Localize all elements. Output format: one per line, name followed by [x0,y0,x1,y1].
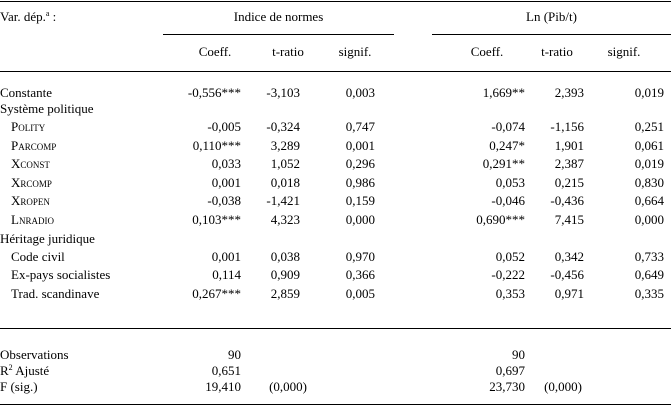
table-row-cell: -0,046 [491,193,525,208]
col-header-coeff-2: Coeff. [470,44,504,59]
table-row-cell: 0,733 [634,249,664,264]
table-row-cell: -0,324 [266,119,300,134]
col-header-coeff-1: Coeff. [198,44,232,59]
table-row-cell: -0,222 [491,267,525,282]
table-row-cell: 0,664 [634,193,664,208]
table-row-cell: 0,103*** [192,212,241,227]
group-header-gdp: Ln (Pib/t) [526,9,577,24]
table-row-cell: 0,061 [634,138,664,153]
footer-row-cell: 23,730 [489,379,525,394]
table-row-cell: 0,291** [482,156,525,171]
table-row-cell: 0,005 [345,286,375,301]
table-row-cell: 1,669** [482,85,525,100]
col-header-signif-2: signif. [607,44,641,59]
table-row-cell: -1,156 [550,119,584,134]
table-row-cell: 0,353 [495,286,525,301]
table-row-cell: 4,323 [270,212,300,227]
table-row-cell: 0,018 [270,175,300,190]
table-row-label: Polity [11,119,46,134]
footer-row-label: F (sig.) [0,379,38,394]
table-row-cell: 0,110*** [192,138,241,153]
header-bottom-rule [0,71,671,72]
table-row-label: Xconst [11,156,50,171]
table-row-cell: 2,859 [270,286,300,301]
footer-row-cell: 0,651 [211,363,241,378]
body-bottom-rule [0,328,671,329]
table-row-cell: 0,052 [495,249,525,264]
table-row-cell: 0,053 [495,175,525,190]
table-row-cell: 0,001 [211,249,241,264]
table-row-cell: 0,038 [270,249,300,264]
table-row-label: Code civil [11,249,65,264]
table-row-cell: 0,267*** [192,286,241,301]
table-row-label: Trad. scandinave [11,286,100,301]
table-row-label: Parcomp [11,138,57,153]
footer-row-label: $R^2$ Ajusté [0,363,50,378]
col-header-tratio-2: t-ratio [541,44,573,59]
table-row-cell: -0,038 [207,193,241,208]
table-row-cell: -0,005 [207,119,241,134]
table-row-cell: 0,971 [554,286,584,301]
table-row-cell: 0,215 [554,175,584,190]
table-row-cell: -3,103 [266,85,300,100]
table-row-cell: 0,001 [211,175,241,190]
table-row-cell: 0,000 [345,212,375,227]
table-row-cell: 3,289 [270,138,300,153]
table-row-cell: -1,421 [266,193,300,208]
table-row-cell: 0,296 [345,156,375,171]
table-row-label: Système politique [0,101,94,116]
table-row-label: Ex-pays socialistes [11,267,111,282]
table-row-cell: 0,747 [345,119,375,134]
table-row-cell: 0,342 [554,249,584,264]
table-row-label: Lnradio [11,212,54,227]
table-row-cell: 1,901 [554,138,584,153]
table-row-cell: 0,000 [634,212,664,227]
dependent-variable-label: Var. dép.$^a$ : [0,9,57,24]
col-header-tratio-1: t-ratio [272,44,304,59]
footer-row-cell: (0,000) [269,379,307,394]
table-row-cell: 0,003 [345,85,375,100]
table-row-cell: 0,251 [634,119,664,134]
table-row-label: Constante [0,85,52,100]
table-bottom-rule [0,404,671,405]
table-row-cell: 1,052 [270,156,300,171]
table-row-cell: 2,393 [554,85,584,100]
footer-row-cell: (0,000) [544,379,582,394]
footer-row-cell: 0,697 [495,363,525,378]
table-row-cell: 0,970 [345,249,375,264]
table-row-label: Héritage juridique [0,231,95,246]
table-row-cell: 0,335 [634,286,664,301]
table-row-cell: 0,019 [634,156,664,171]
group2-underline [432,34,671,35]
table-row-label: Xrcomp [11,175,52,190]
col-header-signif-1: signif. [338,44,372,59]
footer-row-cell: 19,410 [205,379,241,394]
table-row-cell: -0,456 [550,267,584,282]
table-row-cell: 0,033 [211,156,241,171]
group-header-norms: Indice de normes [233,9,324,24]
table-row-cell: 0,649 [634,267,664,282]
table-row-cell: 0,114 [212,267,241,282]
table-row-cell: 0,909 [270,267,300,282]
table-row-cell: 0,001 [345,138,375,153]
table-row-cell: -0,436 [550,193,584,208]
group1-underline [163,34,394,35]
table-row-cell: 0,019 [634,85,664,100]
table-row-cell: 0,986 [345,175,375,190]
table-row-cell: 0,247* [489,138,525,153]
footer-row-label: Observations [0,347,69,362]
table-row-cell: 0,830 [634,175,664,190]
table-row-cell: 0,366 [345,267,375,282]
table-row-label: Xropen [11,193,50,208]
table-row-cell: -0,556*** [187,85,241,100]
table-row-cell: 0,159 [345,193,375,208]
top-rule [0,1,671,2]
footer-row-cell: 90 [228,347,241,362]
table-row-cell: 0,690*** [476,212,525,227]
table-row-cell: -0,074 [491,119,525,134]
table-row-cell: 7,415 [554,212,584,227]
table-row-cell: 2,387 [554,156,584,171]
footer-row-cell: 90 [512,347,525,362]
